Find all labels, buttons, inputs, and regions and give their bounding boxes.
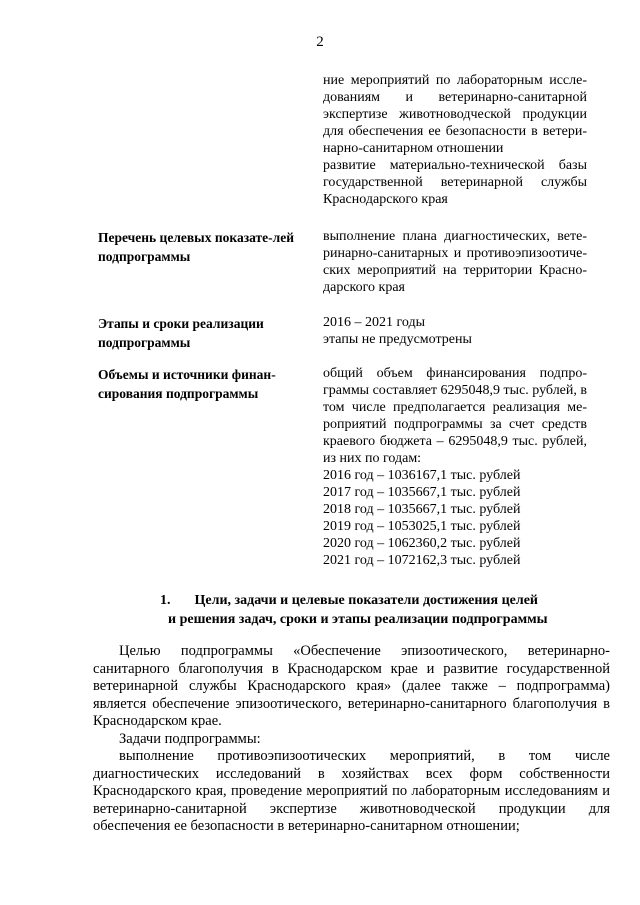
text-line: развитие материально-технической базы (323, 158, 587, 173)
task-paragraph: выполнение противоэпизоотических мероприятий, в том числе диагностических исследований в хозяйствах всех форм собственности Краснодарского края, проведение мероприятий по лабораторным исследованиям и ветеринарно-санитарной экспертизе животноводческой продукции для обеспечения ее безопасности в ветеринарно-санитарном отношении; (93, 748, 610, 834)
text-line: ние мероприятий по лабораторным иссле- (323, 73, 587, 88)
text-line: дарского края (323, 280, 405, 295)
section-heading-line1 (160, 592, 580, 611)
section-heading (160, 592, 580, 629)
continuation-text (323, 72, 587, 208)
text-line: общий объем финансирования подпро- (323, 366, 587, 381)
text-line: дованиям и ветеринарно-санитарной (323, 90, 587, 105)
text-line: том числе предполагается реализация ме- (323, 400, 587, 415)
text-line: граммы составляет 6295048,9 тыс. рублей, в (323, 383, 587, 398)
funding-year-2018: 2018 год – 1035667,1 тыс. рублей (323, 502, 521, 517)
text-line: Краснодарского края (323, 192, 448, 207)
text-line: роприятий подпрограммы за счет средств (323, 417, 587, 432)
section-number: 1. (160, 593, 171, 608)
page-number: 2 (316, 34, 324, 50)
section-heading-line2: и решения задач, сроки и этапы реализации подпрограммы (168, 611, 548, 627)
funding-label: Объемы и источники финан-сирования подпрограммы (98, 367, 276, 401)
stages-note: этапы не предусмотрены (323, 332, 472, 347)
funding-year-2019: 2019 год – 1053025,1 тыс. рублей (323, 519, 521, 534)
text-line: государственной ветеринарной службы (323, 175, 587, 190)
stages-years: 2016 – 2021 годы (323, 315, 426, 330)
stages-label: Этапы и сроки реализации подпрограммы (98, 316, 264, 350)
tasks-heading: Задачи подпрограммы: (119, 730, 261, 747)
targets-value (323, 228, 587, 296)
text-line: нарно-санитарном отношении (323, 141, 504, 156)
text-line: для обеспечения ее безопасности в ветери- (323, 124, 587, 139)
funding-year-2021: 2021 год – 1072162,3 тыс. рублей (323, 553, 521, 568)
stages-value (323, 314, 587, 348)
text-line: ринарно-санитарных и противоэпизоотиче- (323, 246, 587, 261)
text-line: краевого бюджета – 6295048,9 тыс. рублей, (323, 434, 587, 449)
text-line: экспертизе животноводческой продукции (323, 107, 587, 122)
section-title-text: Цели, задачи и целевые показатели достижения целей (194, 593, 538, 608)
funding-year-2016: 2016 год – 1036167,1 тыс. рублей (323, 468, 521, 483)
funding-year-2017: 2017 год – 1035667,1 тыс. рублей (323, 485, 521, 500)
text-line: выполнение плана диагностических, вете- (323, 229, 587, 244)
funding-value (323, 365, 587, 569)
body-text (93, 643, 610, 836)
goal-paragraph: Целью подпрограммы «Обеспечение эпизоотического, ветеринарно-санитарного благополучия в Краснодарском крае и развитие государственной ветеринарной службы Краснодарского края» (далее также – подпрограмма) является обеспечение эпизоотического, ветеринарно-санитарного благополучия в Краснодарском крае. (93, 643, 610, 729)
text-line: из них по годам: (323, 451, 422, 466)
targets-label: Перечень целевых показате-лей подпрограммы (98, 230, 294, 264)
funding-year-2020: 2020 год – 1062360,2 тыс. рублей (323, 536, 521, 551)
text-line: ских мероприятий на территории Красно- (323, 263, 587, 278)
